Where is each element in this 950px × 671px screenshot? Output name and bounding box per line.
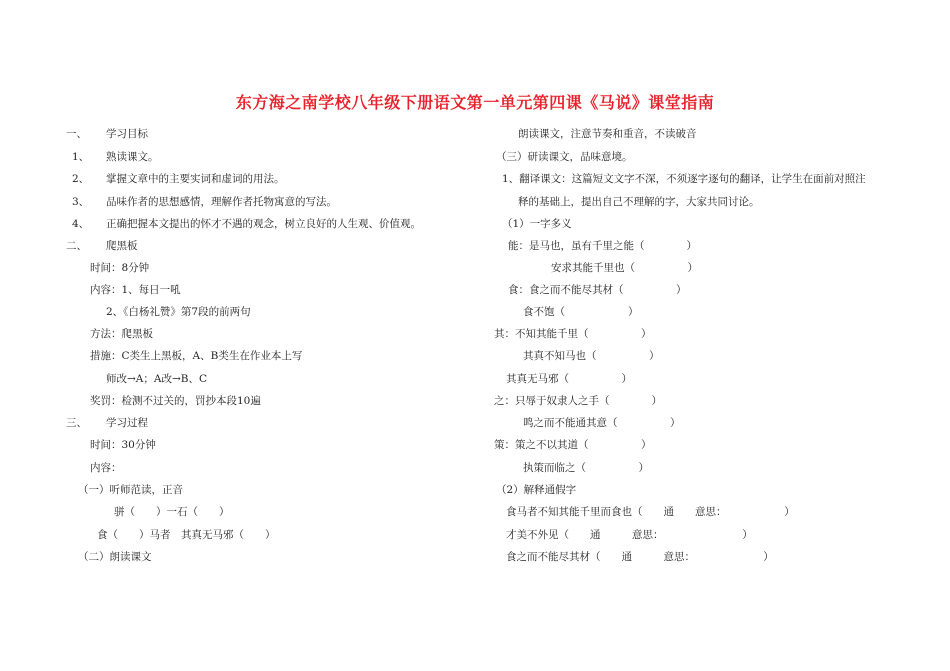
- text-line: 奖罚：检测不过关的，罚抄本段10遍: [90, 395, 261, 407]
- list-item: 熟读课文。: [106, 151, 159, 163]
- text-line: （三）研读课文，品味意境。: [496, 151, 633, 163]
- text-line: 鸣之而不能通其意（ ）: [523, 417, 681, 429]
- section-heading-text: 学习目标: [106, 128, 148, 140]
- section-heading: [66, 127, 87, 141]
- text-line: 食马者不知其能千里而食也（ 通 意思： ）: [506, 506, 795, 518]
- list-number: 2、: [72, 173, 90, 185]
- text-line: 食（ ）马者 其真无马邪（ ）: [97, 529, 276, 541]
- text-line: 食不饱（ ）: [523, 306, 639, 318]
- text-line: 食之而不能尽其材（ 通 意思： ）: [506, 551, 774, 563]
- page-title: 东方海之南学校八年级下册语文第一单元第四课《马说》课堂指南: [235, 93, 715, 112]
- list-item: 掌握文章中的主要实词和虚词的用法。: [106, 173, 285, 185]
- text-line: 2、《白杨礼赞》第7段的前两句: [106, 306, 251, 318]
- text-line: 之：只辱于奴隶人之手（ ）: [494, 395, 662, 407]
- text-line: 其真无马邪（ ）: [506, 373, 632, 385]
- text-line: 执策而临之（ ）: [523, 462, 649, 474]
- text-line: （1）一字多义: [502, 218, 572, 230]
- text-line: 时间：30分钟: [90, 439, 156, 451]
- text-line: 内容：1、每日一吼: [90, 284, 181, 296]
- text-line: （一）听师范读，正音: [78, 484, 183, 496]
- text-line: 措施：C类生上黑板，A、B类生在作业本上写: [90, 350, 303, 362]
- list-number: 二、: [66, 240, 87, 252]
- list-item: 品味作者的思想感情，理解作者托物寓意的写法。: [106, 196, 337, 208]
- list-number: 三、: [66, 417, 87, 429]
- text-line: 才美不外见（ 通 意思： ）: [506, 529, 753, 541]
- text-line: 1、翻译课文：这篇短文文字不深，不须逐字逐句的翻译，让学生在面前对照注: [502, 173, 866, 185]
- text-line: 食：食之而不能尽其材（ ）: [508, 284, 687, 296]
- text-line: （二）朗读课文: [78, 551, 152, 563]
- section-heading-text: 爬黑板: [106, 240, 138, 252]
- text-line: 内容：: [90, 462, 122, 474]
- list-item: 正确把握本文提出的怀才不遇的观念，树立良好的人生观、价值观。: [106, 218, 421, 230]
- text-line: 师改→A；A改→B、C: [106, 373, 208, 385]
- text-line: 方法：爬黑板: [90, 328, 153, 340]
- list-number: 1、: [72, 151, 90, 163]
- text-line: 其真不知马也（ ）: [523, 350, 660, 362]
- text-line: 时间：8分钟: [90, 262, 150, 274]
- text-line: 能：是马也，虽有千里之能（ ）: [508, 240, 697, 252]
- text-line: 骈（ ）一石（ ）: [114, 506, 230, 518]
- list-number: 3、: [72, 196, 90, 208]
- text-line: 策：策之不以其道（ ）: [494, 439, 652, 451]
- text-line: 释的基础上，提出自己不理解的字，大家共同讨论。: [518, 196, 760, 208]
- text-line: （2）解释通假字: [496, 484, 577, 496]
- section-heading-text: 学习过程: [106, 417, 148, 429]
- list-number: 4、: [72, 218, 90, 230]
- text-line: 安求其能千里也（ ）: [551, 262, 698, 274]
- text-line: 朗读课文，注意节奏和重音，不读破音: [518, 128, 697, 140]
- list-number: 一、: [66, 128, 87, 140]
- text-line: 其：不知其能千里（ ）: [494, 328, 652, 340]
